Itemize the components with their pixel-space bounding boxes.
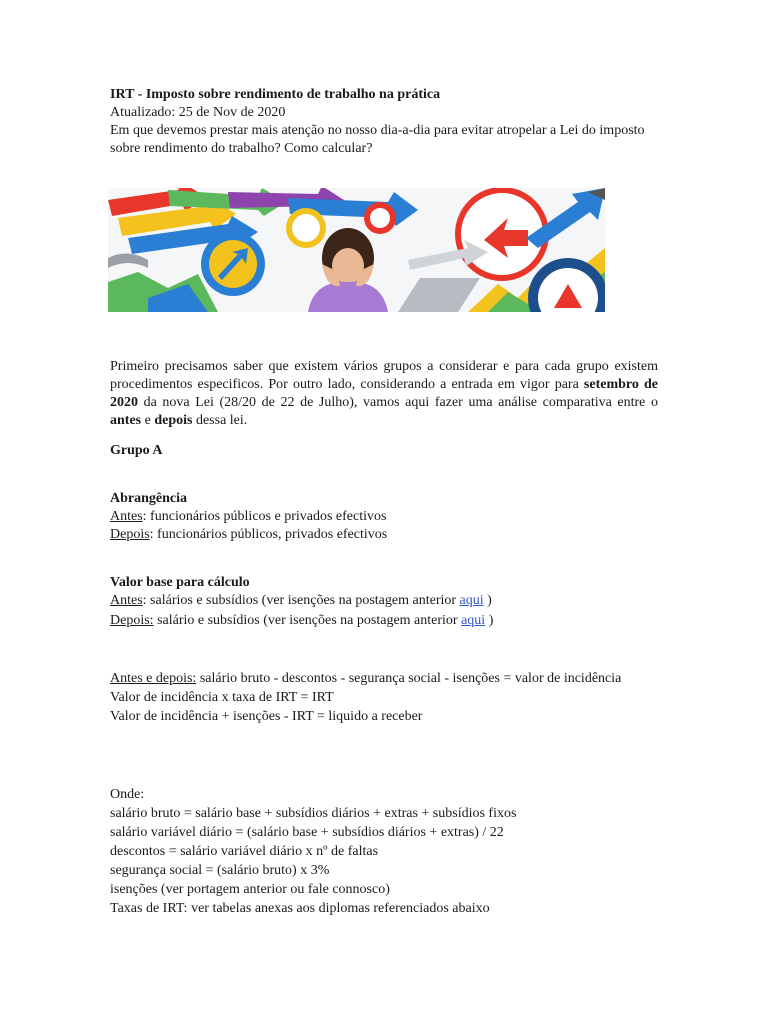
list-item: salário variável diário = (salário base + subsídios diários + extras) / 22 xyxy=(110,825,504,840)
onde-section xyxy=(110,786,658,918)
list-item: descontos = salário variável diário x nº de faltas xyxy=(110,844,379,859)
intro-paragraph: Primeiro precisamos saber que existem vários grupos a considerar e para cada grupo existem procedimentos especificos. Por outro lado, considerando a entrada em vigor para setembro de 2020 da nova Lei (28/20 de 22 de Julho), vamos aqui fazer uma análise comparativa entre o antes e depois dessa lei. xyxy=(110,359,658,428)
stressed-woman-with-arrows-illustration-icon xyxy=(108,188,605,312)
onde-heading: Onde: xyxy=(110,787,145,802)
list-item: isenções (ver portagem anterior ou fale connosco) xyxy=(110,882,390,897)
list-item: segurança social = (salário bruto) x 3% xyxy=(110,863,330,878)
formula-section: Antes e depois: salário bruto - descontos - segurança social - isenções = valor de incidência Valor de incidência x taxa de IRT = IRT Valor de incidência + isenções - IRT = liquido a receber xyxy=(110,671,622,724)
group-heading: Grupo A xyxy=(110,443,163,458)
banner-image xyxy=(108,188,605,312)
updated-date: Atualizado: 25 de Nov de 2020 xyxy=(110,105,286,120)
date-emphasis: setembro de 2020 xyxy=(110,377,658,410)
section-heading: Abrangência xyxy=(110,491,187,506)
section-heading: Valor base para cálculo xyxy=(110,575,250,590)
article-title: IRT - Imposto sobre rendimento de trabalho na prática xyxy=(110,87,441,102)
list-item: salário bruto = salário base + subsídios diários + extras + subsídios fixos xyxy=(110,806,517,821)
valor-base-section: Valor base para cálculo Antes: salários e subsídios (ver isenções na postagem anterior aqui ) Depois: salário e subsídios (ver isenções na postagem anterior aqui ) xyxy=(110,574,658,630)
list-item: Taxas de IRT: ver tabelas anexas aos diplomas referenciados abaixo xyxy=(110,901,490,916)
intro-text: Em que devemos prestar mais atenção no nosso dia-a-dia para evitar atropelar a Lei do imposto sobre rendimento do trabalho? Como calcular? xyxy=(110,123,645,156)
aqui-link[interactable]: aqui xyxy=(461,613,486,628)
aqui-link[interactable]: aqui xyxy=(459,593,484,608)
article-header xyxy=(110,86,658,158)
abrangencia-section: Abrangência Antes: funcionários públicos e privados efectivos Depois: funcionários públicos, privados efectivos xyxy=(110,490,658,544)
